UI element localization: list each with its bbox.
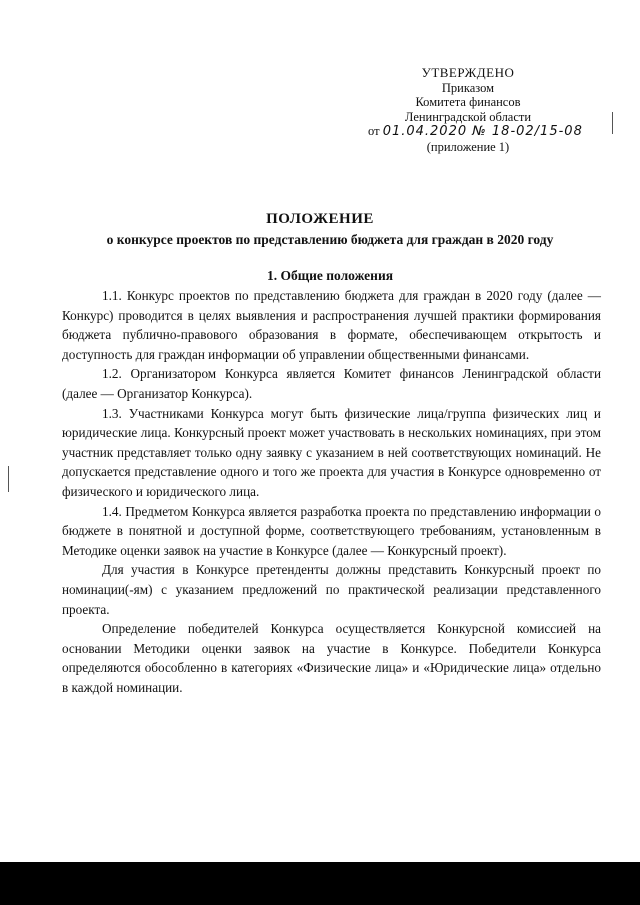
scan-margin-mark <box>612 112 613 134</box>
document-title: ПОЛОЖЕНИЕ <box>266 211 374 227</box>
approval-date-line <box>368 124 583 140</box>
paragraph-1-3: 1.3. Участниками Конкурса могут быть физические лица/группа физических лиц и юридические лица. Конкурсный проект может участвовать в нескольких номинациях, при этом участник представляет только одну заявку с указанием в ней соответствующих номинаций. Не допускается представление одного и того же проекта для участия в Конкурсе одновременно от физического и юридического лица. <box>62 405 601 499</box>
approval-line-region: Ленинградской области <box>404 109 532 124</box>
approval-title: УТВЕРЖДЕНО <box>421 65 515 80</box>
handwritten-date-number: 01.04.2020 № 18-02/15-08 <box>382 124 583 139</box>
approval-stamp <box>368 65 583 154</box>
scan-margin-mark <box>8 466 9 492</box>
paragraph-1-2: 1.2. Организатором Конкурса является Комитет финансов Ленинградской области (далее — Организатор Конкурса). <box>62 366 601 401</box>
date-prefix: от <box>368 124 380 138</box>
approval-line-order: Приказом <box>441 80 495 95</box>
document-body <box>62 286 601 697</box>
section-title: 1. Общие положения <box>266 268 394 283</box>
approval-appendix: (приложение 1) <box>426 139 510 154</box>
scan-bottom-border <box>0 862 640 905</box>
approval-line-committee: Комитета финансов <box>415 95 521 109</box>
paragraph-1-4: 1.4. Предметом Конкурса является разработка проекта по представлению информации о бюджете в понятной и доступной форме, соответствующего требованиям, установленным в Методике оценки заявок на участие в Конкурсе (далее — Конкурсный проект). <box>62 503 601 558</box>
paragraph-participation: Для участия в Конкурсе претенденты должны представить Конкурсный проект по номинации(-ям) с указанием предложений по практической реализации представленного проекта. <box>62 562 601 617</box>
paragraph-winners: Определение победителей Конкурса осуществляется Конкурсной комиссией на основании Методики оценки заявок на участие в Конкурсе. Победители Конкурса определяются обособленно в категориях «Физические лица» и «Юридические лица» отдельно в каждой номинации. <box>62 621 601 695</box>
document-subtitle: о конкурсе проектов по представлению бюджета для граждан в 2020 году <box>106 232 554 247</box>
paragraph-1-1: 1.1. Конкурс проектов по представлению бюджета для граждан в 2020 году (далее — Конкурс) проводится в целях выявления и распространения лучшей практики формирования бюджета публично-правового образования в формате, обеспечивающем открытость и доступность для граждан информации об управлении общественными финансами. <box>62 288 601 362</box>
